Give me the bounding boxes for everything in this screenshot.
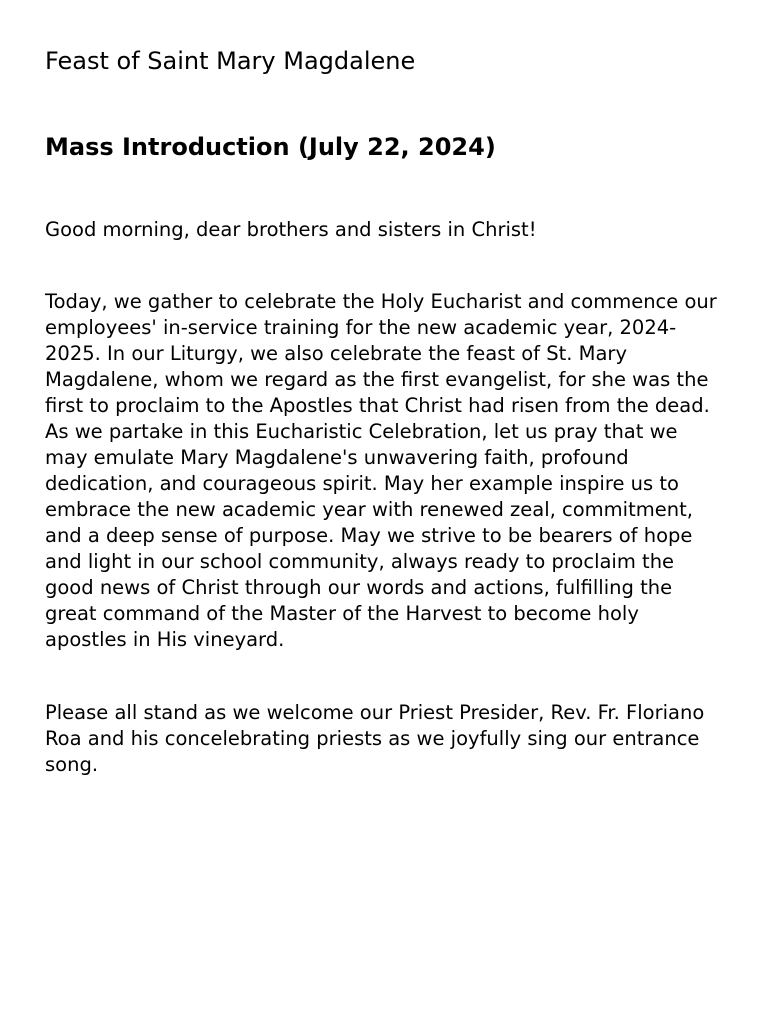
closing-paragraph: Please all stand as we welcome our Priest Presider, Rev. Fr. Floriano Roa and his concelebrating priests as we joyfully sing our entrance song. [45, 701, 705, 776]
document-title: Feast of Saint Mary Magdalene [45, 47, 416, 75]
greeting-paragraph: Good morning, dear brothers and sisters in Christ! [45, 218, 537, 241]
section-heading: Mass Introduction (July 22, 2024) [45, 133, 496, 161]
body-paragraph: Today, we gather to celebrate the Holy Eucharist and commence our employees' in-service training for the new academic year, 2024-2025. In our Liturgy, we also celebrate the feast of St. Mary Magdalene, whom we regard as the first evangelist, for she was the first to proclaim to the Apostles that Christ had risen from the dead. As we partake in this Eucharistic Celebration, let us pray that we may emulate Mary Magdalene's unwavering faith, profound dedication, and courageous spirit. May her example inspire us to embrace the new academic year with renewed zeal, commitment, and a deep sense of purpose. May we strive to be bearers of hope and light in our school community, always ready to proclaim the good news of Christ through our words and actions, fulfilling the great command of the Master of the Harvest to become holy apostles in His vineyard. [45, 290, 717, 651]
